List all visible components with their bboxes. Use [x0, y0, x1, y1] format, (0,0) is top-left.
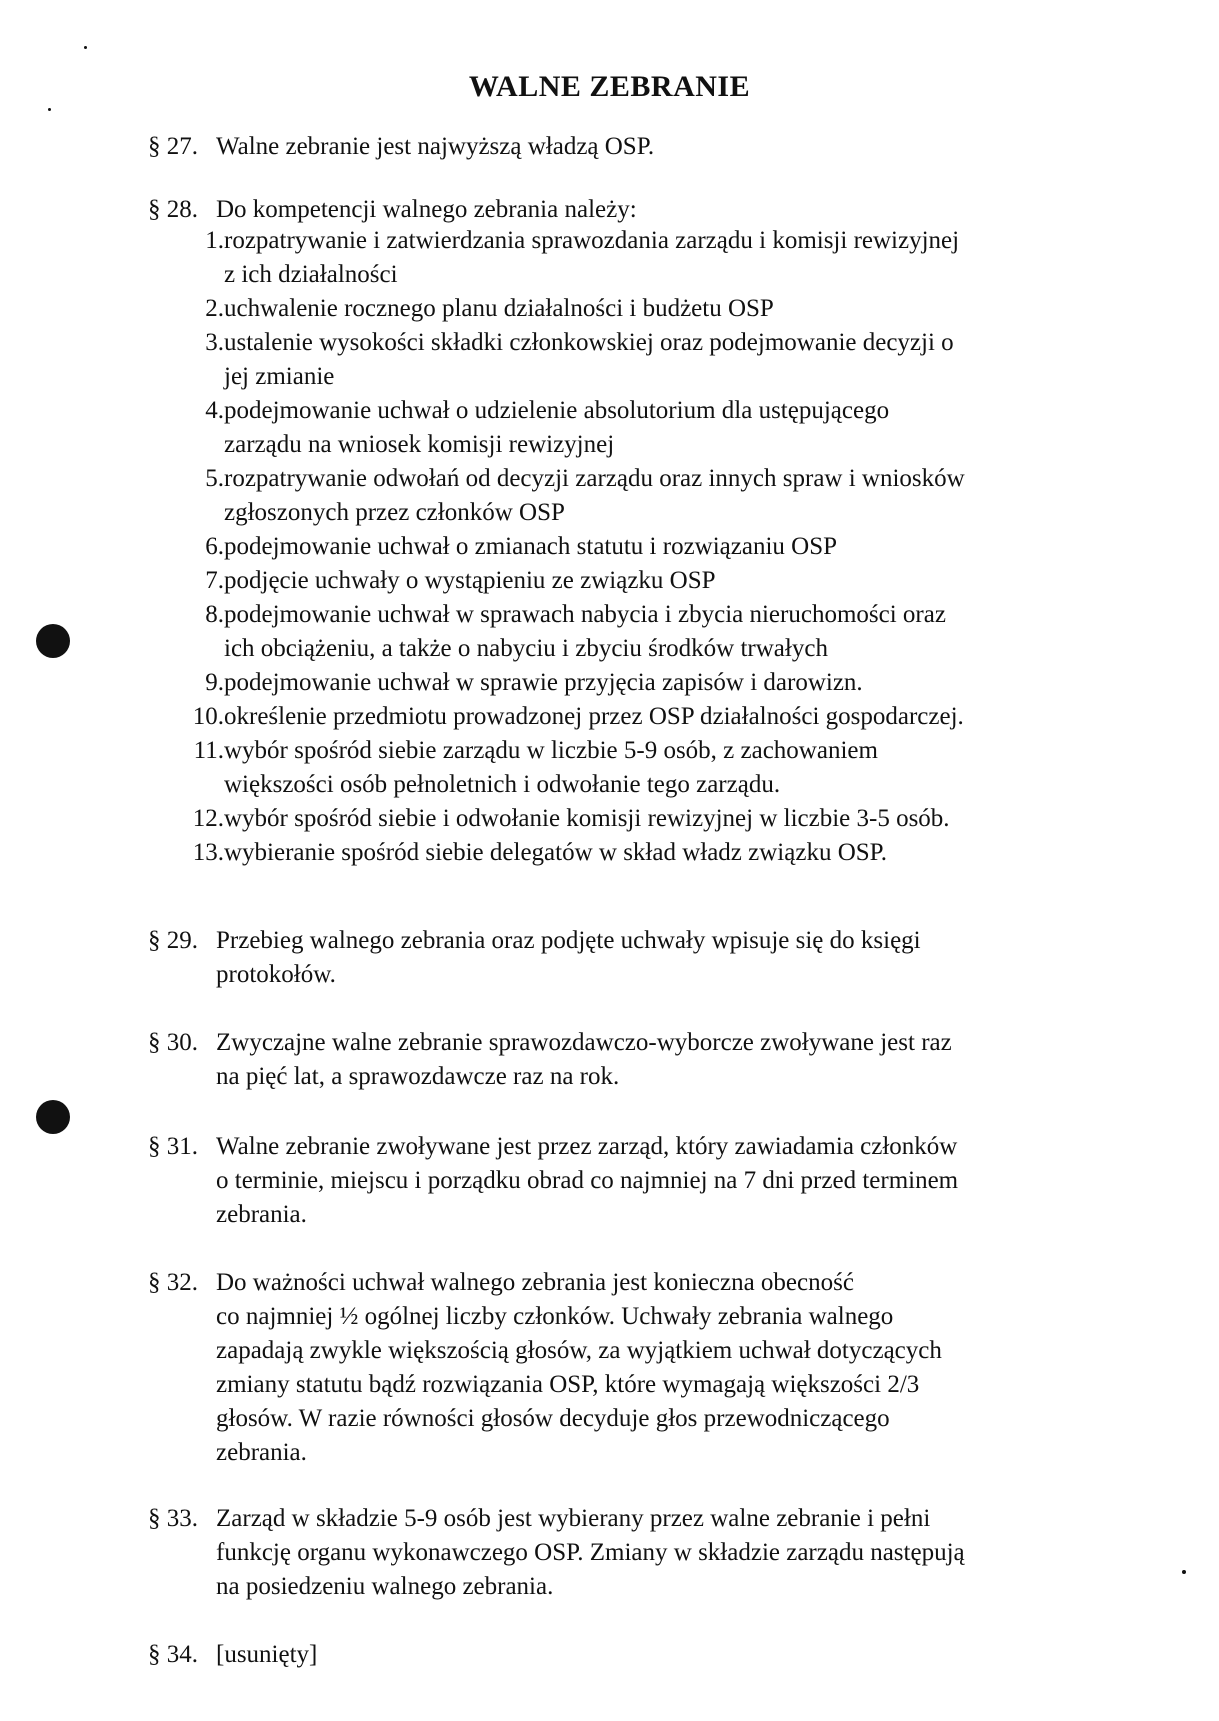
- competence-list: [178, 224, 1118, 870]
- paragraph-number: § 33.: [148, 1505, 198, 1532]
- list-item-line: podejmowanie uchwał w sprawie przyjęcia zapisów i darowizn.: [224, 669, 863, 696]
- list-item: [178, 394, 1118, 462]
- list-item-line: rozpatrywanie odwołań od decyzji zarządu oraz innych spraw i wniosków: [224, 465, 965, 492]
- paragraph-line: zebrania.: [216, 1439, 307, 1466]
- list-item: [178, 530, 1118, 564]
- list-item-number: 12.: [192, 805, 224, 832]
- list-item-number: 4.: [205, 397, 224, 424]
- paragraph-line: Do ważności uchwał walnego zebrania jest konieczna obecność: [216, 1269, 854, 1296]
- list-item: [178, 734, 1118, 802]
- paragraph-line: Walne zebranie zwoływane jest przez zarząd, który zawiadamia członków: [216, 1133, 958, 1160]
- list-item-number: 11.: [193, 737, 224, 764]
- list-item-line: podejmowanie uchwał w sprawach nabycia i zbycia nieruchomości oraz: [224, 601, 946, 628]
- paragraph-line: Zarząd w składzie 5-9 osób jest wybierany przez walne zebranie i pełni: [216, 1505, 931, 1532]
- paragraph-line: zebrania.: [216, 1201, 307, 1228]
- paragraph-number: § 30.: [148, 1029, 198, 1056]
- paragraph-line: zmiany statutu bądź rozwiązania OSP, które wymagają większości 2/3: [216, 1371, 920, 1398]
- paragraph-32: [148, 1266, 1108, 1470]
- list-item-number: 10.: [192, 703, 224, 730]
- list-item: [178, 802, 1118, 836]
- list-item: [178, 598, 1118, 666]
- paragraph-27: [148, 130, 1108, 164]
- list-item-number: 8.: [205, 601, 224, 628]
- scan-speck: [1182, 1570, 1186, 1574]
- paragraph-line: głosów. W razie równości głosów decyduje głos przewodniczącego: [216, 1405, 890, 1432]
- list-item-line: wybór spośród siebie i odwołanie komisji rewizyjnej w liczbie 3-5 osób.: [224, 805, 950, 832]
- list-item-line: podejmowanie uchwał o udzielenie absolutorium dla ustępującego: [224, 397, 890, 424]
- paragraph-line: na posiedzeniu walnego zebrania.: [216, 1573, 554, 1600]
- list-item-line: większości osób pełnoletnich i odwołanie tego zarządu.: [224, 771, 781, 798]
- punch-hole-icon: [36, 1100, 70, 1134]
- list-item-number: 2.: [205, 295, 224, 322]
- list-item-number: 9.: [205, 669, 224, 696]
- paragraph-29: [148, 924, 1108, 992]
- paragraph-33: [148, 1502, 1108, 1604]
- list-item-line: określenie przedmiotu prowadzonej przez OSP działalności gospodarczej.: [224, 703, 964, 730]
- list-item-line: ustalenie wysokości składki członkowskiej oraz podejmowanie decyzji o: [224, 329, 954, 356]
- paragraph-28: [148, 193, 1108, 227]
- paragraph-number: § 31.: [148, 1133, 198, 1160]
- list-item-number: 1.: [205, 227, 224, 254]
- paragraph-34: [148, 1638, 1108, 1672]
- paragraph-line: Walne zebranie jest najwyższą władzą OSP.: [216, 133, 655, 160]
- list-item-number: 5.: [205, 465, 224, 492]
- list-item: [178, 326, 1118, 394]
- paragraph-line: Przebieg walnego zebrania oraz podjęte uchwały wpisuje się do księgi: [216, 927, 921, 954]
- list-item-line: jej zmianie: [224, 363, 335, 390]
- scan-speck: [48, 108, 51, 111]
- list-item: [178, 700, 1118, 734]
- paragraph-line: zapadają zwykle większością głosów, za wyjątkiem uchwał dotyczących: [216, 1337, 942, 1364]
- list-item-number: 13.: [192, 839, 224, 866]
- paragraph-line: Zwyczajne walne zebranie sprawozdawczo-wyborcze zwoływane jest raz: [216, 1029, 952, 1056]
- list-item-line: zarządu na wniosek komisji rewizyjnej: [224, 431, 615, 458]
- paragraph-line: o terminie, miejscu i porządku obrad co najmniej na 7 dni przed terminem: [216, 1167, 959, 1194]
- paragraph-number: § 34.: [148, 1641, 198, 1668]
- list-item-line: ich obciążeniu, a także o nabyciu i zbyciu środków trwałych: [224, 635, 828, 662]
- paragraph-31: [148, 1130, 1108, 1232]
- list-item-number: 6.: [205, 533, 224, 560]
- document-title: WALNE ZEBRANIE: [468, 70, 751, 103]
- list-item: [178, 224, 1118, 292]
- paragraph-line: [usunięty]: [216, 1641, 318, 1668]
- paragraph-line: protokołów.: [216, 961, 336, 988]
- paragraph-number: § 27.: [148, 133, 198, 160]
- list-item-line: wybór spośród siebie zarządu w liczbie 5-9 osób, z zachowaniem: [224, 737, 878, 764]
- list-item: [178, 564, 1118, 598]
- paragraph-number: § 28.: [148, 196, 198, 223]
- list-item: [178, 462, 1118, 530]
- list-item-line: uchwalenie rocznego planu działalności i budżetu OSP: [224, 295, 774, 322]
- paragraph-line: na pięć lat, a sprawozdawcze raz na rok.: [216, 1063, 620, 1090]
- paragraph-number: § 32.: [148, 1269, 198, 1296]
- list-item-line: podejmowanie uchwał o zmianach statutu i rozwiązaniu OSP: [224, 533, 838, 560]
- paragraph-intro: Do kompetencji walnego zebrania należy:: [216, 196, 637, 223]
- list-item-number: 3.: [205, 329, 224, 356]
- list-item: [178, 292, 1118, 326]
- list-item: [178, 836, 1118, 870]
- list-item: [178, 666, 1118, 700]
- list-item-line: zgłoszonych przez członków OSP: [224, 499, 565, 526]
- scan-speck: [84, 46, 87, 49]
- list-item-line: podjęcie uchwały o wystąpieniu ze związku OSP: [224, 567, 716, 594]
- punch-hole-icon: [36, 624, 70, 658]
- list-item-line: z ich działalności: [224, 261, 398, 288]
- paragraph-30: [148, 1026, 1108, 1094]
- paragraph-line: funkcję organu wykonawczego OSP. Zmiany w składzie zarządu następują: [216, 1539, 965, 1566]
- paragraph-number: § 29.: [148, 927, 198, 954]
- list-item-line: rozpatrywanie i zatwierdzania sprawozdania zarządu i komisji rewizyjnej: [224, 227, 960, 254]
- list-item-number: 7.: [205, 567, 224, 594]
- list-item-line: wybieranie spośród siebie delegatów w skład władz związku OSP.: [224, 839, 888, 866]
- paragraph-line: co najmniej ½ ogólnej liczby członków. Uchwały zebrania walnego: [216, 1303, 894, 1330]
